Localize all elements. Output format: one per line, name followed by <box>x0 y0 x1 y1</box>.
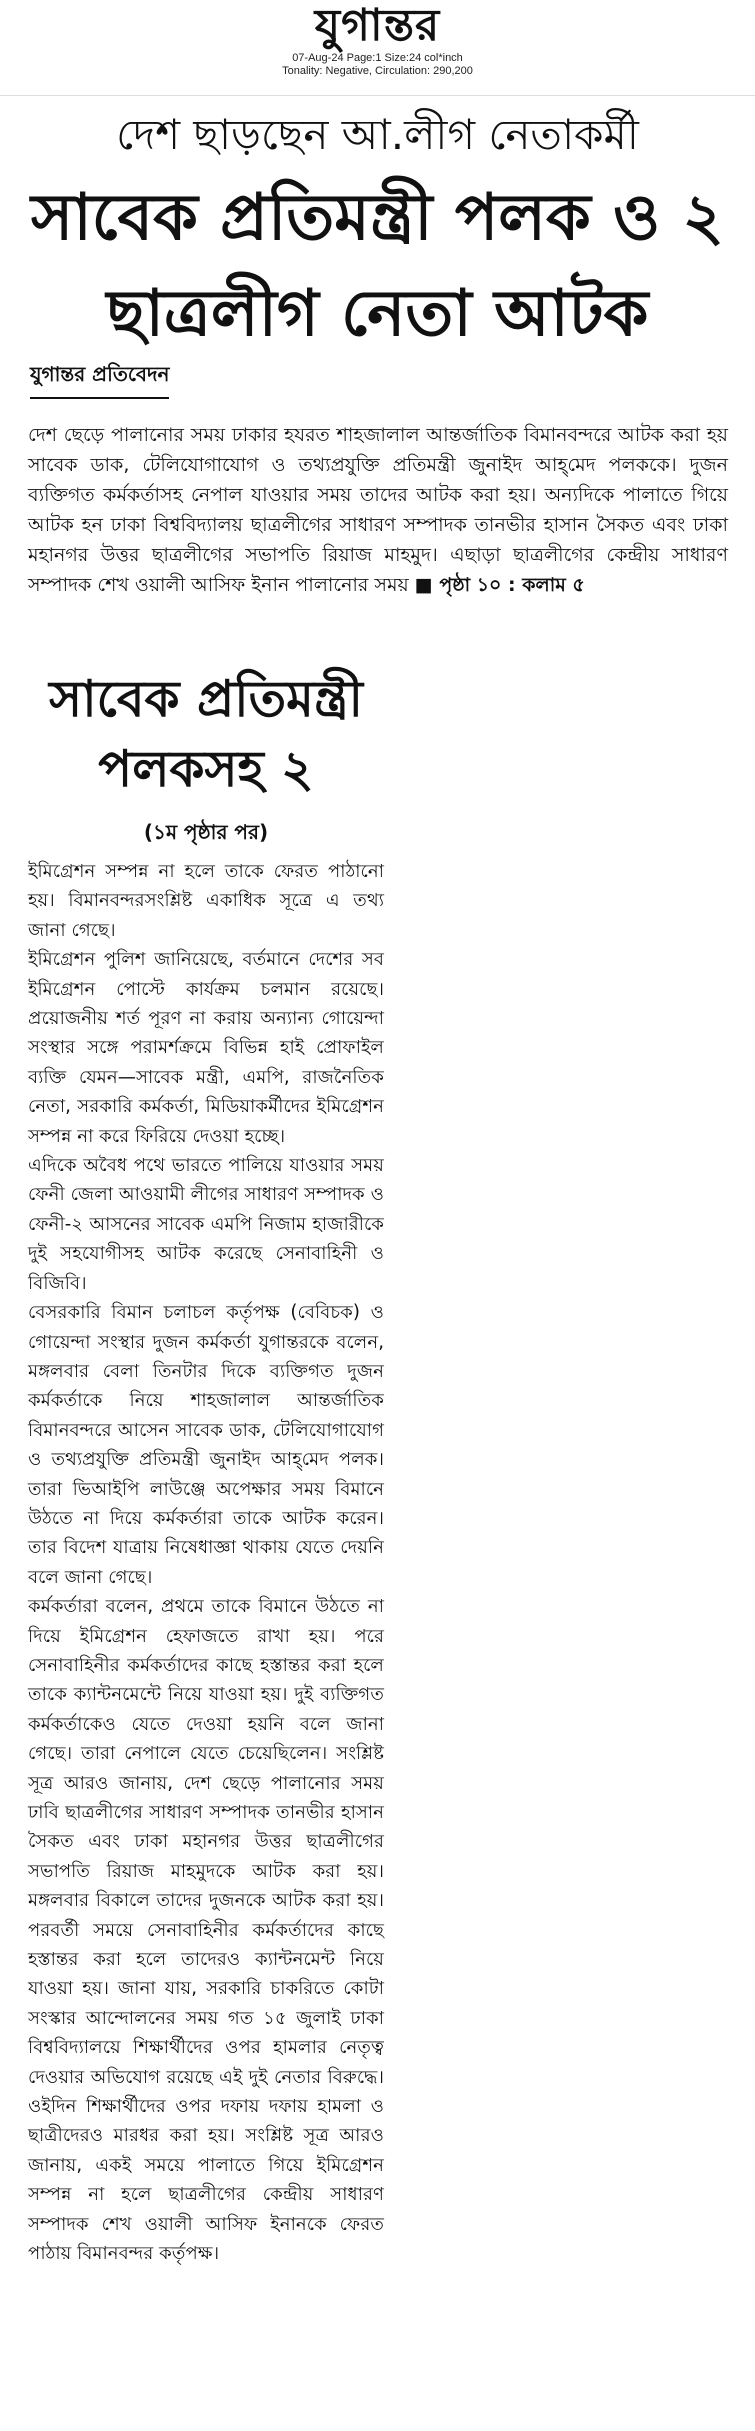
jump-reference: ■ পৃষ্ঠা ১০ : কলাম ৫ <box>414 574 585 596</box>
newspaper-logo: যুগান্তর <box>314 0 441 51</box>
body-paragraph: কর্মকর্তারা বলেন, প্রথমে তাকে বিমানে উঠতে না দিয়ে ইমিগ্রেশন হেফাজতে রাখা হয়। পরে সেনাবাহিনীর কর্মকর্তাদের কাছে হস্তান্তর করা হলে তাকে ক্যান্টনমেন্টে নিয়ে যাওয়া হয়। দুই ব্যক্তিগত কর্মকর্তাকেও যেতে দেওয়া হয়নি বলে জানা গেছে। তারা নেপালে যেতে চেয়েছিলেন। সংশ্লিষ্ট সূত্র আরও জানায়, দেশ ছেড়ে পালানোর সময় ঢাবি ছাত্রলীগের সাধারণ সম্পাদক তানভীর হাসান সৈকত এবং ঢাকা মহানগর উত্তর ছাত্রলীগের সভাপতি রিয়াজ মাহমুদকে আটক করা হয়। মঙ্গলবার বিকালে তাদের দুজনকে আটক করা হয়। পরবর্তী সময়ে সেনাবাহিনীর কর্মকর্তাদের কাছে হস্তান্তর করা হলে তাদেরও ক্যান্টনমেন্ট নিয়ে যাওয়া হয়। জানা যায়, সরকারি চাকরিতে কোটা সংস্কার আন্দোলনের সময় গত ১৫ জুলাই ঢাকা বিশ্ববিদ্যালয়ে শিক্ষার্থীদের ওপর হামলার নেতৃত্ব দেওয়ার অভিযোগ রয়েছে এই দুই নেতার বিরুদ্ধে। ওইদিন শিক্ষার্থীদের ওপর দফায় দফায় হামলা ও ছাত্রীদেরও মারধর করা হয়। সংশ্লিষ্ট সূত্র আরও জানায়, একই সময়ে পালাতে গিয়ে ইমিগ্রেশন সম্পন্ন না হলে ছাত্রলীগের কেন্দ্রীয় সাধারণ সম্পাদক শেখ ওয়ালী আসিফ ইনানকে ফেরত পাঠায় বিমানবন্দর কর্তৃপক্ষ। <box>28 1596 384 2265</box>
body-paragraph: এদিকে অবৈধ পথে ভারতে পালিয়ে যাওয়ার সময় ফেনী জেলা আওয়ামী লীগের সাধারণ সম্পাদক ও ফেনী-২ আসনের সাবেক এমপি নিজাম হাজারীকে দুই সহযোগীসহ আটক করেছে সেনাবাহিনী ও বিজিবি। <box>28 1155 384 1294</box>
clip-meta-tonality: Tonality: Negative, Circulation: 290,200 <box>282 65 473 77</box>
continuation-body <box>28 857 384 2269</box>
article-headline: সাবেক প্রতিমন্ত্রী পলক ও ২ ছাত্রলীগ নেতা আটক <box>30 181 725 351</box>
body-paragraph: ইমিগ্রেশন পুলিশ জানিয়েছে, বর্তমানে দেশের সব ইমিগ্রেশন পোস্টে কার্যক্রম চলমান রয়েছে। প্রয়োজনীয় শর্ত পূরণ না করায় অন্যান্য গোয়েন্দা সংস্থার সঙ্গে পরামর্শক্রমে বিভিন্ন হাই প্রোফাইল ব্যক্তি যেমন—সাবেক মন্ত্রী, এমপি, রাজনৈতিক নেতা, সরকারি কর্মকর্তা, মিডিয়াকর্মীদের ইমিগ্রেশন সম্পন্ন না করে ফিরিয়ে দেওয়া হচ্ছে। <box>28 949 384 1147</box>
continued-from-label: (১ম পৃষ্ঠার পর) <box>143 820 269 844</box>
lead-paragraph: দেশ ছেড়ে পালানোর সময় ঢাকার হযরত শাহজালাল আন্তর্জাতিক বিমানবন্দরে আটক করা হয় সাবেক ডাক, টেলিযোগাযোগ ও তথ্যপ্রযুক্তি প্রতিমন্ত্রী জুনাইদ আহ্‌মেদ পলককে। দুজন ব্যক্তিগত কর্মকর্তাসহ নেপাল যাওয়ার সময় তাদের আটক করা হয়। অন্যদিকে পালাতে গিয়ে আটক হন ঢাকা বিশ্ববিদ্যালয় ছাত্রলীগের সাধারণ সম্পাদক তানভীর হাসান সৈকত এবং ঢাকা মহানগর উত্তর ছাত্রলীগের সভাপতি রিয়াজ মাহমুদ। এছাড়া ছাত্রলীগের কেন্দ্রীয় সাধারণ সম্পাদক শেখ ওয়ালী আসিফ ইনান পালানোর সময় <box>28 424 728 596</box>
article-kicker: দেশ ছাড়ছেন আ.লীগ নেতাকর্মী <box>116 110 639 159</box>
clip-meta-size: 07-Aug-24 Page:1 Size:24 col*inch <box>292 52 463 64</box>
continuation-section <box>28 664 384 2269</box>
masthead-divider <box>0 95 755 96</box>
body-paragraph: ইমিগ্রেশন সম্পন্ন না হলে তাকে ফেরত পাঠানো হয়। বিমানবন্দরসংশ্লিষ্ট একাধিক সূত্রে এ তথ্য জানা গেছে। <box>28 861 384 941</box>
article-byline: যুগান্তর প্রতিবেদন <box>30 360 169 399</box>
article-lead <box>28 420 728 600</box>
continuation-headline: সাবেক প্রতিমন্ত্রী পলকসহ ২ <box>49 670 363 798</box>
masthead <box>0 0 755 78</box>
body-paragraph: বেসরকারি বিমান চলাচল কর্তৃপক্ষ (বেবিচক) ও গোয়েন্দা সংস্থার দুজন কর্মকর্তা যুগান্তরকে বলেন, মঙ্গলবার বেলা তিনটার দিকে ব্যক্তিগত দুজন কর্মকর্তাকে নিয়ে শাহজালাল আন্তর্জাতিক বিমানবন্দরে আসেন সাবেক ডাক, টেলিযোগাযোগ ও তথ্যপ্রযুক্তি প্রতিমন্ত্রী জুনাইদ আহ্‌মেদ পলক। তারা ভিআইপি লাউঞ্জে অপেক্ষার সময় বিমানে উঠতে না দিয়ে কর্মকর্তারা তাকে আটক করেন। তার বিদেশ যাত্রায় নিষেধাজ্ঞা থাকায় যেতে দেয়নি বলে জানা গেছে। <box>28 1302 384 1588</box>
